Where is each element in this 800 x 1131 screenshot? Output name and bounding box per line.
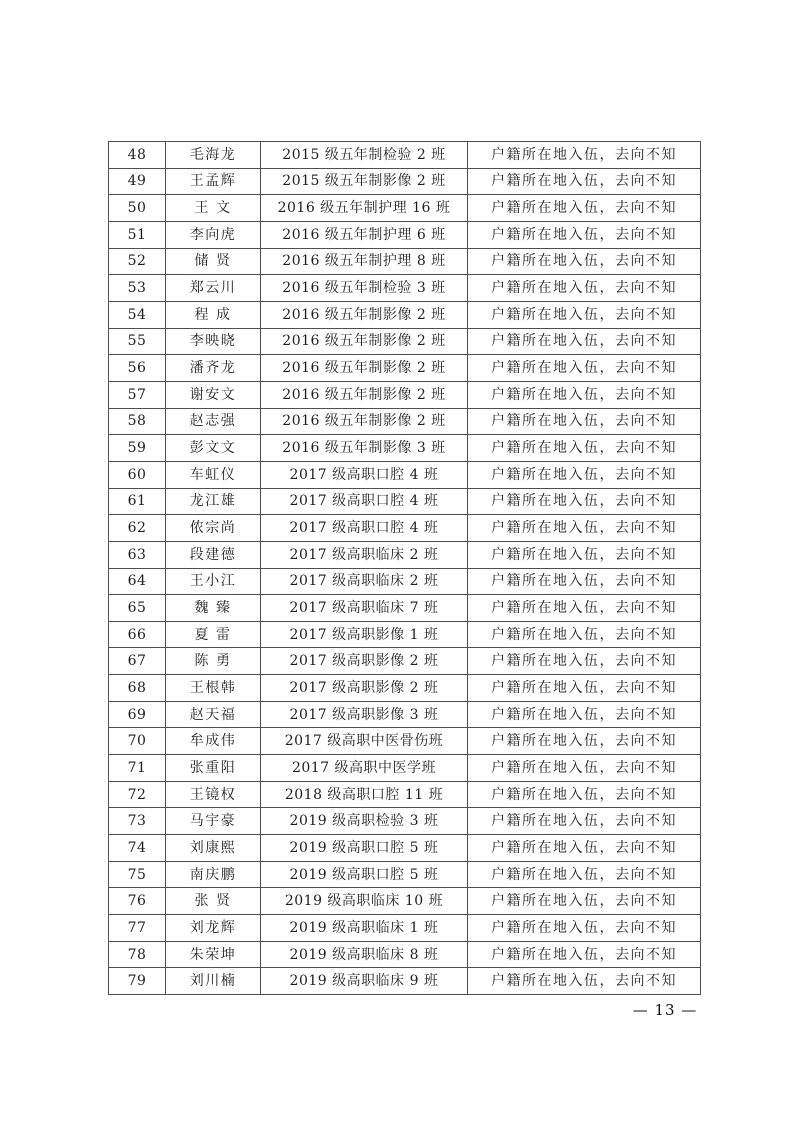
row-number-cell: 60 (109, 461, 166, 488)
name-cell: 程 成 (166, 301, 261, 328)
status-cell: 户籍所在地入伍，去向不知 (468, 195, 701, 222)
class-cell: 2019 级高职临床 9 班 (261, 968, 468, 995)
status-cell: 户籍所在地入伍，去向不知 (468, 541, 701, 568)
row-number-cell: 64 (109, 568, 166, 595)
table-row (109, 355, 701, 382)
name-cell: 龙江雄 (166, 488, 261, 515)
status-cell: 户籍所在地入伍，去向不知 (468, 888, 701, 915)
class-cell: 2015 级五年制影像 2 班 (261, 168, 468, 195)
class-cell: 2016 级五年制检验 3 班 (261, 275, 468, 302)
table-row (109, 301, 701, 328)
table-row (109, 221, 701, 248)
status-cell: 户籍所在地入伍，去向不知 (468, 168, 701, 195)
row-number-cell: 70 (109, 728, 166, 755)
status-cell: 户籍所在地入伍，去向不知 (468, 435, 701, 462)
row-number-cell: 62 (109, 515, 166, 542)
name-cell: 侬宗尚 (166, 515, 261, 542)
class-cell: 2016 级五年制护理 16 班 (261, 195, 468, 222)
row-number-cell: 76 (109, 888, 166, 915)
table-row (109, 728, 701, 755)
name-cell: 毛海龙 (166, 142, 261, 169)
table-row (109, 701, 701, 728)
row-number-cell: 59 (109, 435, 166, 462)
status-cell: 户籍所在地入伍，去向不知 (468, 861, 701, 888)
status-cell: 户籍所在地入伍，去向不知 (468, 142, 701, 169)
name-cell: 潘齐龙 (166, 355, 261, 382)
table-row (109, 968, 701, 995)
class-cell: 2019 级高职口腔 5 班 (261, 835, 468, 862)
row-number-cell: 68 (109, 675, 166, 702)
name-cell: 夏 雷 (166, 621, 261, 648)
name-cell: 储 贤 (166, 248, 261, 275)
table-row (109, 835, 701, 862)
row-number-cell: 79 (109, 968, 166, 995)
row-number-cell: 63 (109, 541, 166, 568)
table-row (109, 915, 701, 942)
class-cell: 2017 级高职临床 7 班 (261, 595, 468, 622)
row-number-cell: 71 (109, 755, 166, 782)
class-cell: 2016 级五年制影像 3 班 (261, 435, 468, 462)
name-cell: 车虹仪 (166, 461, 261, 488)
status-cell: 户籍所在地入伍，去向不知 (468, 941, 701, 968)
status-cell: 户籍所在地入伍，去向不知 (468, 301, 701, 328)
table-row (109, 595, 701, 622)
student-roster-table (108, 141, 701, 995)
class-cell: 2017 级高职影像 2 班 (261, 675, 468, 702)
name-cell: 张 贤 (166, 888, 261, 915)
name-cell: 王根韩 (166, 675, 261, 702)
row-number-cell: 77 (109, 915, 166, 942)
name-cell: 刘川楠 (166, 968, 261, 995)
roster-table-body (109, 142, 701, 995)
row-number-cell: 75 (109, 861, 166, 888)
row-number-cell: 51 (109, 221, 166, 248)
row-number-cell: 65 (109, 595, 166, 622)
class-cell: 2017 级高职口腔 4 班 (261, 488, 468, 515)
table-row (109, 861, 701, 888)
status-cell: 户籍所在地入伍，去向不知 (468, 675, 701, 702)
class-cell: 2015 级五年制检验 2 班 (261, 142, 468, 169)
status-cell: 户籍所在地入伍，去向不知 (468, 248, 701, 275)
status-cell: 户籍所在地入伍，去向不知 (468, 408, 701, 435)
table-row (109, 488, 701, 515)
class-cell: 2016 级五年制影像 2 班 (261, 328, 468, 355)
row-number-cell: 74 (109, 835, 166, 862)
class-cell: 2016 级五年制护理 6 班 (261, 221, 468, 248)
class-cell: 2017 级高职临床 2 班 (261, 541, 468, 568)
name-cell: 段建德 (166, 541, 261, 568)
table-row (109, 781, 701, 808)
table-row (109, 168, 701, 195)
class-cell: 2016 级五年制影像 2 班 (261, 381, 468, 408)
status-cell: 户籍所在地入伍，去向不知 (468, 755, 701, 782)
class-cell: 2017 级高职中医学班 (261, 755, 468, 782)
row-number-cell: 48 (109, 142, 166, 169)
status-cell: 户籍所在地入伍，去向不知 (468, 515, 701, 542)
table-row (109, 435, 701, 462)
row-number-cell: 58 (109, 408, 166, 435)
name-cell: 刘龙辉 (166, 915, 261, 942)
table-row (109, 941, 701, 968)
name-cell: 王镜权 (166, 781, 261, 808)
class-cell: 2019 级高职检验 3 班 (261, 808, 468, 835)
row-number-cell: 61 (109, 488, 166, 515)
table-row (109, 541, 701, 568)
name-cell: 魏 臻 (166, 595, 261, 622)
name-cell: 王孟辉 (166, 168, 261, 195)
class-cell: 2017 级高职口腔 4 班 (261, 461, 468, 488)
class-cell: 2019 级高职临床 8 班 (261, 941, 468, 968)
name-cell: 李向虎 (166, 221, 261, 248)
name-cell: 彭文文 (166, 435, 261, 462)
status-cell: 户籍所在地入伍，去向不知 (468, 221, 701, 248)
class-cell: 2017 级高职中医骨伤班 (261, 728, 468, 755)
name-cell: 王 文 (166, 195, 261, 222)
class-cell: 2016 级五年制影像 2 班 (261, 355, 468, 382)
row-number-cell: 67 (109, 648, 166, 675)
table-row (109, 142, 701, 169)
table-row (109, 808, 701, 835)
status-cell: 户籍所在地入伍，去向不知 (468, 915, 701, 942)
row-number-cell: 53 (109, 275, 166, 302)
table-row (109, 648, 701, 675)
name-cell: 张重阳 (166, 755, 261, 782)
table-row (109, 888, 701, 915)
name-cell: 牟成伟 (166, 728, 261, 755)
class-cell: 2016 级五年制护理 8 班 (261, 248, 468, 275)
class-cell: 2016 级五年制影像 2 班 (261, 408, 468, 435)
class-cell: 2019 级高职口腔 5 班 (261, 861, 468, 888)
row-number-cell: 50 (109, 195, 166, 222)
class-cell: 2017 级高职影像 1 班 (261, 621, 468, 648)
name-cell: 陈 勇 (166, 648, 261, 675)
class-cell: 2019 级高职临床 1 班 (261, 915, 468, 942)
table-row (109, 381, 701, 408)
name-cell: 赵天福 (166, 701, 261, 728)
row-number-cell: 72 (109, 781, 166, 808)
status-cell: 户籍所在地入伍，去向不知 (468, 568, 701, 595)
status-cell: 户籍所在地入伍，去向不知 (468, 728, 701, 755)
table-row (109, 515, 701, 542)
status-cell: 户籍所在地入伍，去向不知 (468, 355, 701, 382)
name-cell: 郑云川 (166, 275, 261, 302)
name-cell: 朱荣坤 (166, 941, 261, 968)
class-cell: 2017 级高职影像 3 班 (261, 701, 468, 728)
row-number-cell: 54 (109, 301, 166, 328)
table-row (109, 461, 701, 488)
name-cell: 谢安文 (166, 381, 261, 408)
status-cell: 户籍所在地入伍，去向不知 (468, 488, 701, 515)
status-cell: 户籍所在地入伍，去向不知 (468, 595, 701, 622)
table-row (109, 408, 701, 435)
name-cell: 李映晓 (166, 328, 261, 355)
name-cell: 刘康熙 (166, 835, 261, 862)
name-cell: 马宇豪 (166, 808, 261, 835)
row-number-cell: 66 (109, 621, 166, 648)
row-number-cell: 69 (109, 701, 166, 728)
table-row (109, 675, 701, 702)
page-number: — 13 — (632, 1001, 698, 1019)
status-cell: 户籍所在地入伍，去向不知 (468, 808, 701, 835)
row-number-cell: 57 (109, 381, 166, 408)
table-row (109, 328, 701, 355)
name-cell: 王小江 (166, 568, 261, 595)
row-number-cell: 52 (109, 248, 166, 275)
status-cell: 户籍所在地入伍，去向不知 (468, 648, 701, 675)
status-cell: 户籍所在地入伍，去向不知 (468, 381, 701, 408)
class-cell: 2018 级高职口腔 11 班 (261, 781, 468, 808)
name-cell: 赵志强 (166, 408, 261, 435)
table-row (109, 568, 701, 595)
row-number-cell: 78 (109, 941, 166, 968)
status-cell: 户籍所在地入伍，去向不知 (468, 835, 701, 862)
table-row (109, 195, 701, 222)
table-row (109, 275, 701, 302)
status-cell: 户籍所在地入伍，去向不知 (468, 621, 701, 648)
status-cell: 户籍所在地入伍，去向不知 (468, 461, 701, 488)
class-cell: 2019 级高职临床 10 班 (261, 888, 468, 915)
class-cell: 2016 级五年制影像 2 班 (261, 301, 468, 328)
row-number-cell: 56 (109, 355, 166, 382)
row-number-cell: 55 (109, 328, 166, 355)
row-number-cell: 49 (109, 168, 166, 195)
table-row (109, 755, 701, 782)
status-cell: 户籍所在地入伍，去向不知 (468, 328, 701, 355)
class-cell: 2017 级高职影像 2 班 (261, 648, 468, 675)
status-cell: 户籍所在地入伍，去向不知 (468, 968, 701, 995)
status-cell: 户籍所在地入伍，去向不知 (468, 781, 701, 808)
row-number-cell: 73 (109, 808, 166, 835)
status-cell: 户籍所在地入伍，去向不知 (468, 701, 701, 728)
status-cell: 户籍所在地入伍，去向不知 (468, 275, 701, 302)
class-cell: 2017 级高职临床 2 班 (261, 568, 468, 595)
table-row (109, 248, 701, 275)
name-cell: 南庆鹏 (166, 861, 261, 888)
class-cell: 2017 级高职口腔 4 班 (261, 515, 468, 542)
table-row (109, 621, 701, 648)
